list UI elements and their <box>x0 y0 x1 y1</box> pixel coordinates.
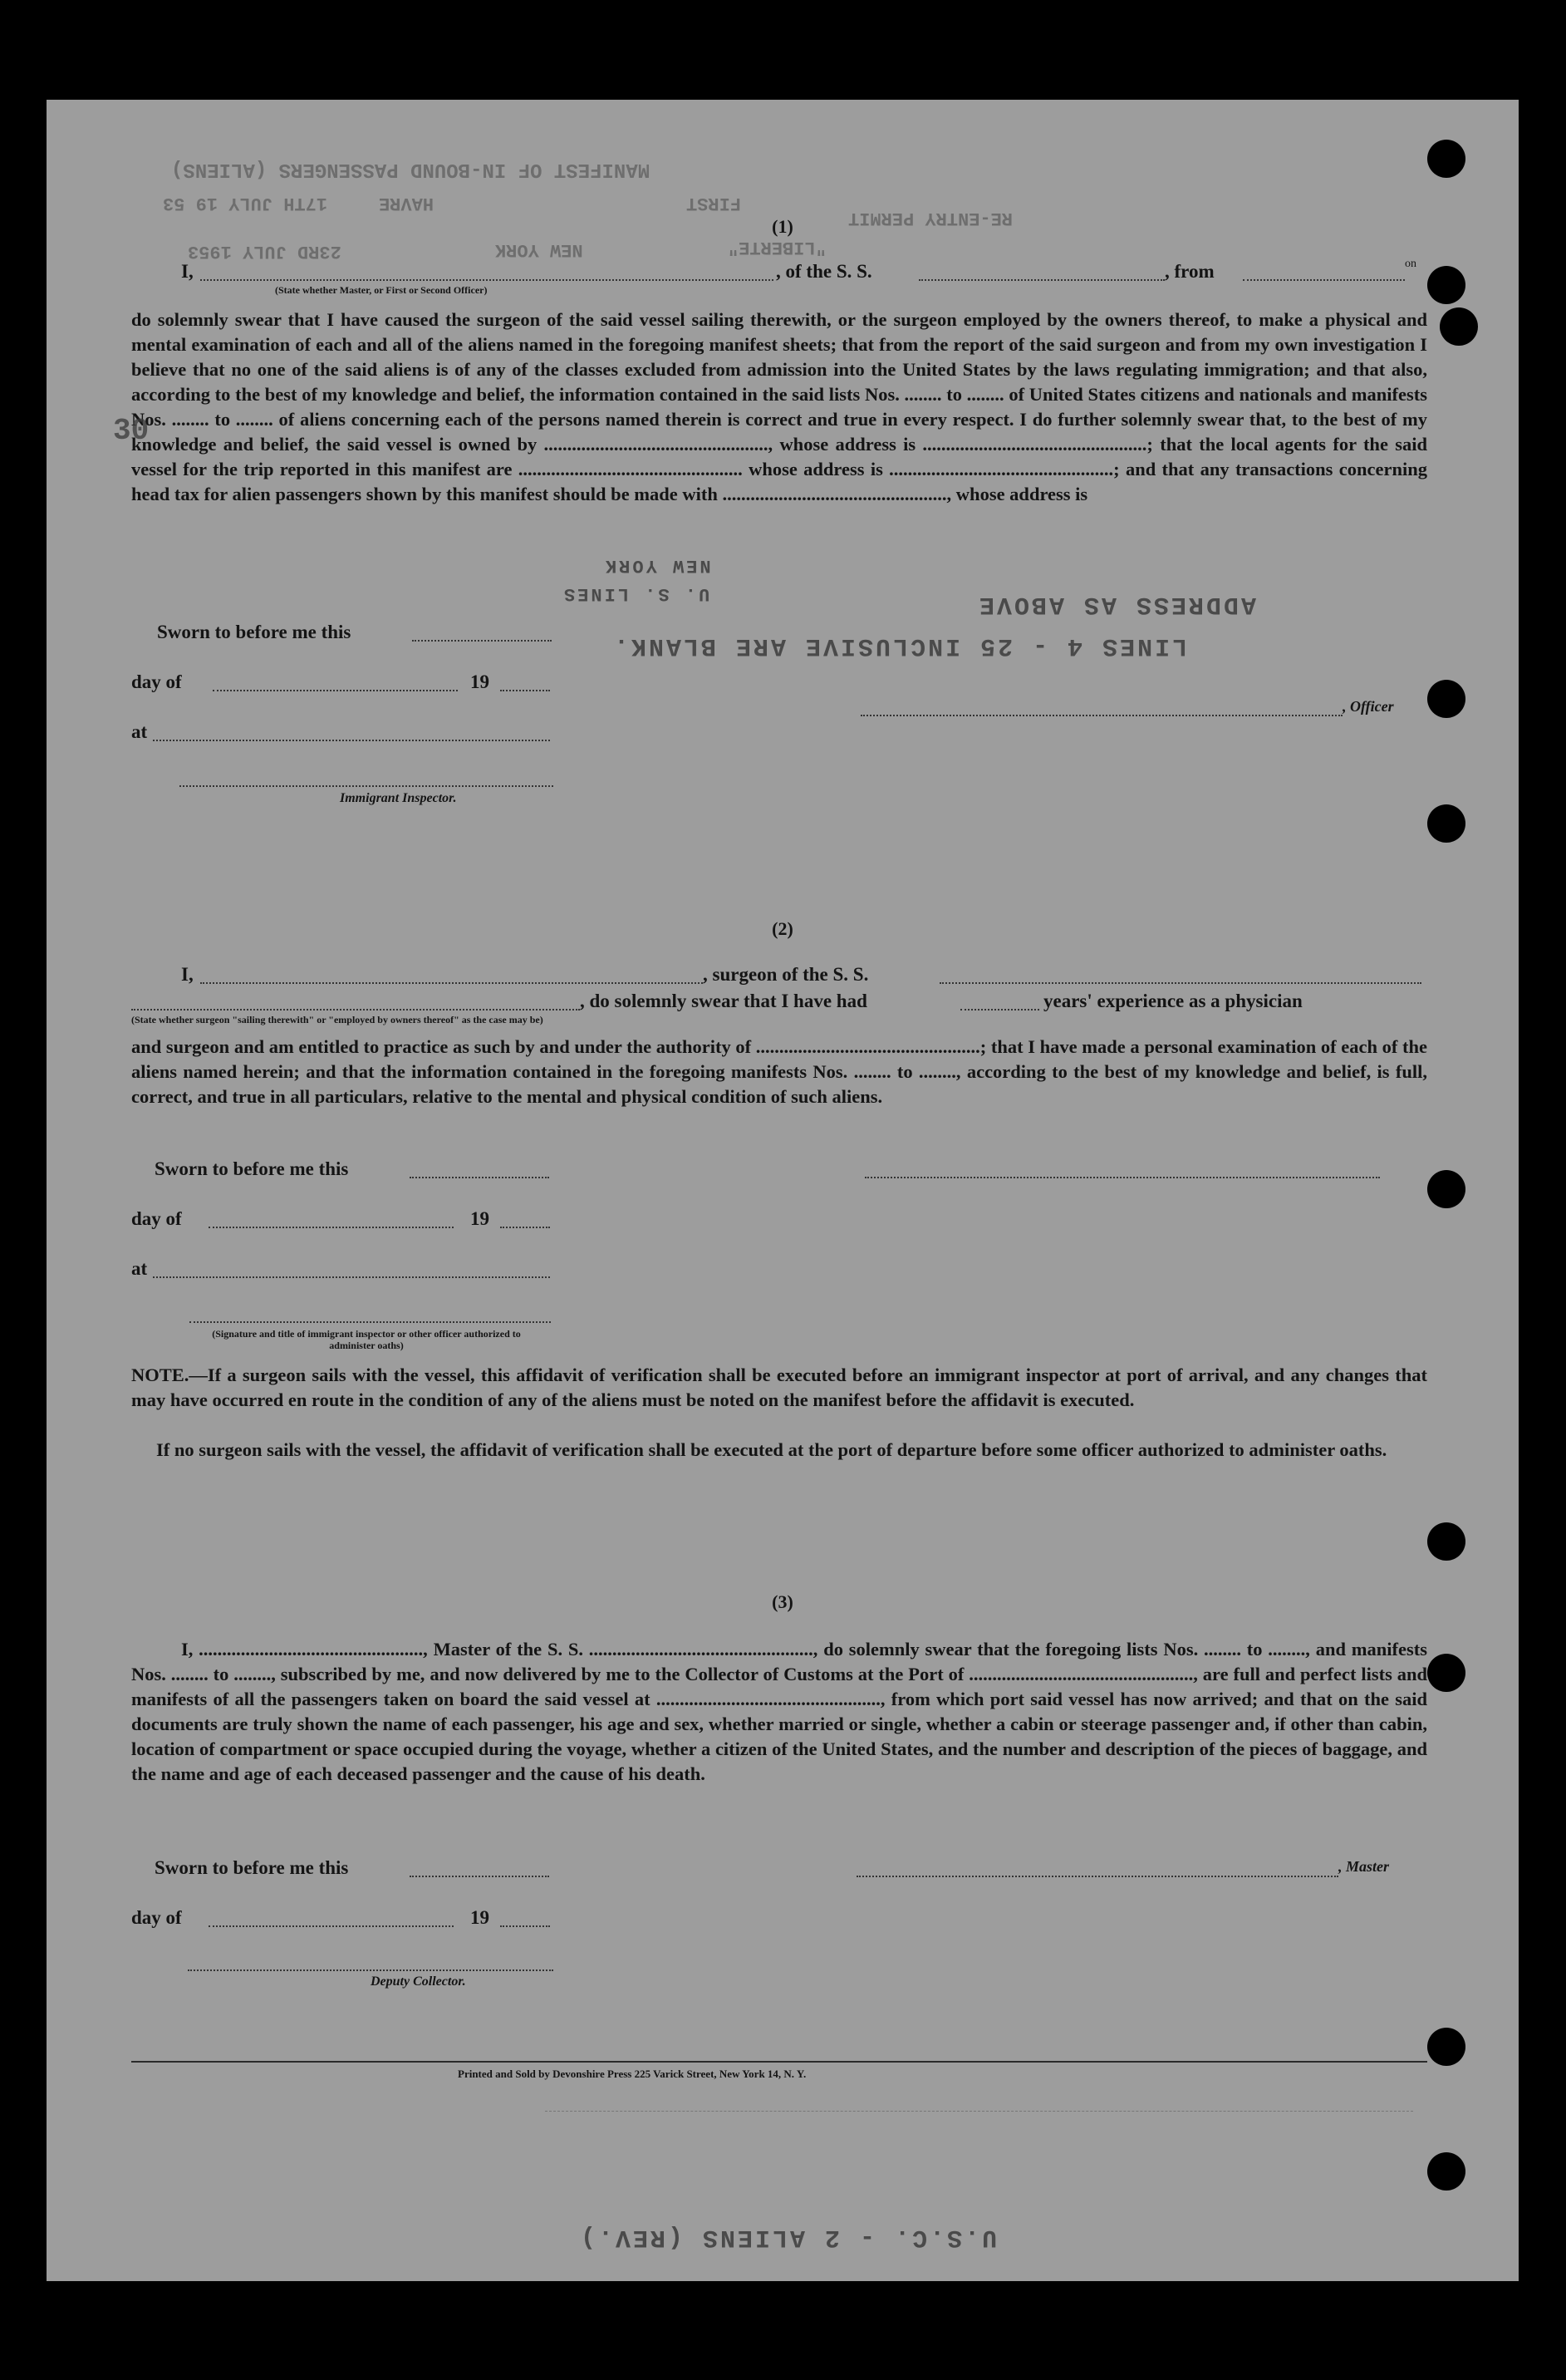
section-1-state-note: (State whether Master, or First or Second Officer) <box>275 284 488 296</box>
punch-hole <box>1427 1170 1465 1208</box>
typed-address: ADDRESS AS ABOVE <box>977 590 1257 618</box>
section-3-year: 19 <box>470 1907 489 1928</box>
section-2-sworn: Sworn to before me this <box>155 1158 349 1179</box>
section-2-note: NOTE.—If a surgeon sails with the vessel, this affidavit of verification shall be executed before an immigrant inspector at port of arrival, and any changes that may have occurred en route in the condition of any of the aliens must be noted on the manifest before the affidavit is executed. <box>131 1365 1427 1410</box>
section-2-surgeon-label: , surgeon of the S. S. <box>703 964 869 985</box>
footer-rule <box>131 2061 1427 2063</box>
blank-collector <box>188 1969 553 1971</box>
header-port: NEW YORK <box>495 239 583 260</box>
section-2-signature-note: (Signature and title of immigrant inspector or other officer authorized to administer oaths) <box>212 1328 521 1351</box>
blank-inspector-1 <box>179 785 553 787</box>
punch-hole <box>1427 2028 1465 2066</box>
section-1-number: (1) <box>772 216 793 237</box>
section-1-from-label: , from <box>1165 261 1215 282</box>
header-ship: "LIBERTE" <box>728 237 827 258</box>
section-1-i: I, <box>181 261 194 282</box>
section-2-i: I, <box>181 964 194 985</box>
section-2-number: (2) <box>772 918 793 939</box>
section-1-ship-label: , of the S. S. <box>776 261 872 282</box>
blank-year-2 <box>500 1227 550 1228</box>
typed-blank-lines: LINES 4 - 25 INCLUSIVE ARE BLANK. <box>611 632 1188 660</box>
section-3-day-of: day of <box>131 1907 182 1928</box>
form-stamp: U.S.C. - 2 ALIENS (REV.) <box>578 2223 998 2251</box>
blank-master-signature <box>857 1876 1338 1877</box>
blank-sworn-3 <box>410 1876 549 1877</box>
header-class: FIRST <box>686 193 742 214</box>
section-2-year: 19 <box>470 1208 489 1229</box>
blank-officer-name <box>200 279 773 281</box>
section-2-solemnly: , do solemnly swear that I have had <box>580 991 867 1011</box>
section-2-state-note: (State whether surgeon "sailing therewith" or "employed by owners thereof" as the case may be) <box>131 1014 543 1025</box>
blank-surgeon-ship <box>940 982 1421 984</box>
blank-year-1 <box>500 690 550 691</box>
section-3-sworn: Sworn to before me this <box>155 1857 349 1878</box>
section-2-at: at <box>131 1258 148 1279</box>
section-2-day-of: day of <box>131 1208 182 1229</box>
section-2-years: years' experience as a physician <box>1043 991 1303 1011</box>
section-1-year: 19 <box>470 671 489 692</box>
blank-officer-signature <box>861 715 1343 716</box>
punch-hole <box>1440 307 1478 346</box>
blank-day-2 <box>209 1227 454 1228</box>
punch-hole <box>1427 804 1465 843</box>
section-3-number: (3) <box>772 1591 793 1612</box>
blank-at-2 <box>153 1276 550 1278</box>
manifest-page <box>47 100 1519 2281</box>
section-1-sworn: Sworn to before me this <box>157 622 351 642</box>
margin-mark: 30 <box>113 414 150 448</box>
typed-company: U. S. LINES <box>562 583 710 604</box>
section-1-day-of: day of <box>131 671 182 692</box>
blank-surgeon-name <box>200 982 703 984</box>
punch-hole <box>1427 1654 1465 1692</box>
section-2-paragraph: and surgeon and am entitled to practice as such by and under the authority of ................................................; that I have made a personal examination of each of the aliens named herein; and that the information contained in the foregoing manifests Nos. ........ to ........, according to the best of my knowledge and belief, is full, correct, and true in all particulars, relative to the mental and physical condition of such aliens. <box>131 1036 1427 1107</box>
section-3-collector: Deputy Collector. <box>371 1974 466 1989</box>
header-arrival: 23RD JULY 1953 <box>188 241 341 262</box>
header-date: 17TH JULY 19 53 <box>163 193 328 214</box>
blank-sworn-2 <box>410 1177 549 1178</box>
section-1-inspector: Immigrant Inspector. <box>340 791 457 805</box>
printer-line: Printed and Sold by Devonshire Press 225 Varick Street, New York 14, N. Y. <box>458 2068 807 2080</box>
punch-hole <box>1427 1522 1465 1561</box>
blank-sworn-1 <box>412 640 552 642</box>
blank-years <box>960 1009 1039 1011</box>
blank-ship-name <box>919 279 1165 281</box>
section-3-master: , Master <box>1338 1858 1390 1875</box>
punch-hole <box>1427 140 1465 178</box>
blank-day-1 <box>213 690 458 691</box>
manifest-title-mirrored: MANIFEST OF IN-BOUND PASSENGERS (ALIENS) <box>171 158 650 180</box>
section-3-paragraph: I, ................................................, Master of the S. S. ................................................, do solemnly swear that the foregoing lists Nos. ........ to ........, and manifests Nos. ........ to ........, subscribed by me, and now delivered by me to the Collector of Customs at the Port of ................................................, are full and perfect lists and manifests of all the passengers taken on board the said vessel at ................................................, from which port said vessel has now arrived; and that on the said documents are truly shown the name of each passenger, his age and sex, whether married or single, whether a cabin or steerage passenger and, if other than cabin, location of compartment or space occupied during the voyage, whether a citizen of the United States, and the number and description of the pieces of baggage, and the name and age of each deceased passenger and the cause of his death. <box>131 1639 1427 1784</box>
form-boundary <box>545 2111 1413 2112</box>
punch-hole <box>1427 266 1465 304</box>
blank-at-1 <box>153 740 550 741</box>
blank-year-3 <box>500 1925 550 1927</box>
section-1-on: on <box>1405 258 1416 270</box>
header-from: HAVRE <box>379 193 434 214</box>
section-2-note2: If no surgeon sails with the vessel, the affidavit of verification shall be executed at the port of departure before some officer authorized to administer oaths. <box>156 1439 1387 1460</box>
blank-surgeon-signature <box>865 1177 1380 1178</box>
blank-inspector-2 <box>189 1321 551 1323</box>
punch-hole <box>1427 2152 1465 2191</box>
section-1-paragraph: do solemnly swear that I have caused the surgeon of the said vessel sailing therewith, or the surgeon employed by the owners thereof, to make a physical and mental examination of each and all of the aliens named in the foregoing manifest sheets; that from the report of the said surgeon and from my own investigation I believe that no one of the said aliens is of any of the classes excluded from admission into the United States by the laws regulating immigration; and that also, according to the best of my knowledge and belief, the information contained in the said lists Nos. ........ to ........ of United States citizens and nationals and manifests Nos. ........ to ........ of aliens concerning each of the persons named therein is correct and true in every respect. I do further solemnly swear that, to the best of my knowledge and belief, the said vessel is owned by ................................................, whose address is ................................................; that the local agents for the said vessel for the trip reported in this manifest are ................................................ whose address is ................................................; and that any transactions concerning head tax for alien passengers shown by this manifest should be made with ................................................, whose address is <box>131 309 1427 504</box>
typed-city: NEW YORK <box>603 555 711 576</box>
blank-day-3 <box>209 1925 454 1927</box>
blank-surgeon-status <box>131 1009 580 1011</box>
section-1-at: at <box>131 721 148 742</box>
blank-from-port <box>1243 279 1405 281</box>
punch-hole <box>1427 680 1465 718</box>
header-permit: RE-ENTRY PERMIT <box>848 208 1014 229</box>
section-1-officer: , Officer <box>1343 698 1394 715</box>
